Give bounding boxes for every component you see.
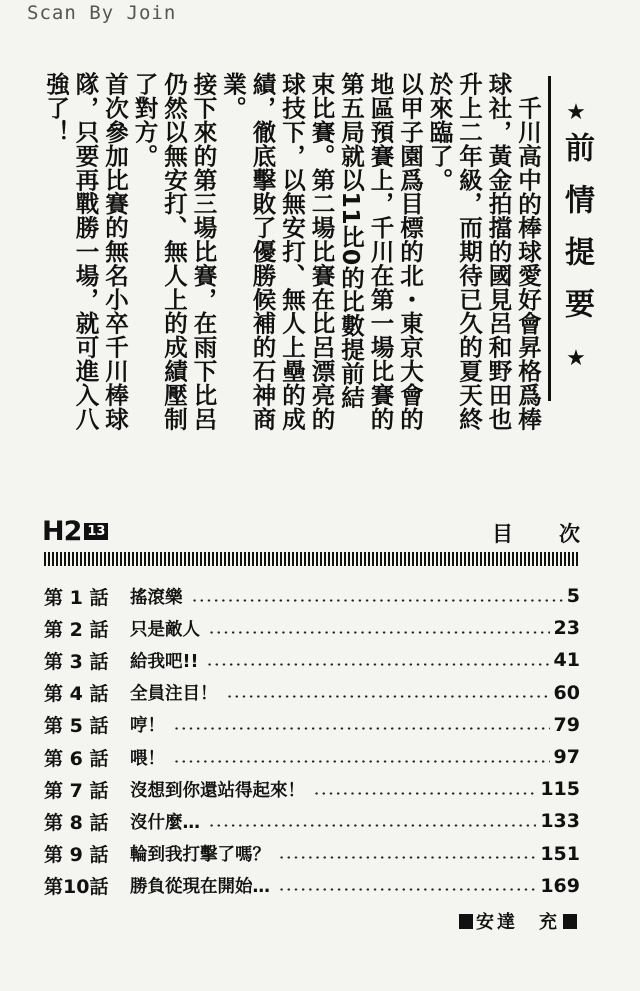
- summary-heading: [548, 76, 601, 401]
- contents-header: [42, 516, 626, 550]
- chapter-page: 97: [553, 746, 580, 769]
- author-credit: [456, 908, 580, 934]
- chapter-title: 全員注目！: [130, 684, 218, 705]
- summary-paragraph: 以甲子園爲目標的北・東京大會的地區預賽上，千川在第一場比賽的第五局就以11比0的比數提前結束比賽。第二場比賽在比呂漂亮的球技下，以無安打、無人上壘的成績，徹底擊敗了優勝候補的石神商業。: [219, 72, 424, 431]
- square-mark: [563, 914, 577, 929]
- chapter-page: 5: [566, 585, 580, 608]
- summary-title: 前情提要: [559, 132, 594, 340]
- chapter-page: 23: [553, 617, 580, 640]
- chapter-title: 輪到我打擊了嗎？: [130, 845, 270, 866]
- chapter-title: 只是敵人: [130, 619, 200, 640]
- leader-dots: [278, 856, 536, 859]
- leader-dots: [173, 727, 550, 730]
- leader-dots: [226, 695, 550, 698]
- chapter-number: 第 5 話: [44, 715, 109, 738]
- chapter-row: [44, 870, 580, 902]
- chapter-number: 第 3 話: [44, 650, 109, 673]
- chapter-number: 第 6 話: [44, 747, 109, 770]
- chapter-row: [44, 838, 580, 870]
- square-mark: [459, 914, 473, 929]
- leader-dots: [173, 760, 550, 763]
- summary-paragraph: 接下來的第三場比賽，在雨下比呂仍然以無安打、無人上的成績壓制了對方。: [130, 72, 218, 431]
- star-icon: ★: [566, 100, 586, 125]
- series-logo: H2 13: [42, 516, 108, 547]
- chapter-number: 第 2 話: [44, 618, 109, 641]
- summary-paragraph: 首次參加比賽的無名小卒千川棒球隊，只要再戰勝一場，就可進入八強了！: [42, 72, 129, 431]
- chapter-title: 沒什麼…: [130, 812, 200, 833]
- leader-dots: [208, 631, 550, 634]
- contents-title: 目次: [492, 522, 626, 546]
- author-name: 安達 充: [476, 912, 560, 933]
- chapter-page: 115: [540, 778, 580, 801]
- chapter-title: 給我吧!!: [130, 651, 199, 672]
- chapter-page: 169: [540, 874, 580, 897]
- chapter-row: [44, 741, 580, 773]
- chapter-title: 哼！: [130, 716, 165, 737]
- chapter-row: [44, 644, 580, 676]
- chapter-number: 第10話: [44, 876, 109, 899]
- star-icon: ★: [566, 346, 586, 371]
- chapter-page: 60: [553, 681, 580, 704]
- summary-text: [42, 72, 542, 432]
- leader-dots: [208, 824, 536, 827]
- chapter-number: 第 4 話: [44, 683, 109, 706]
- chapter-number: 第 1 話: [44, 586, 109, 609]
- volume-badge: 13: [84, 523, 108, 540]
- chapter-page: 133: [540, 810, 580, 833]
- chapter-row: [44, 612, 580, 644]
- chapter-number: 第 8 話: [44, 811, 109, 834]
- chapter-page: 41: [553, 649, 580, 672]
- chapter-row: [44, 709, 580, 741]
- chapter-number: 第 9 話: [44, 844, 109, 867]
- header-rule: [44, 552, 580, 566]
- chapter-number: 第 7 話: [44, 779, 109, 802]
- summary-paragraph: 千川高中的棒球愛好會昇格爲棒球社，黃金拍擋的國見呂和野田也升上二年級，而期待已久的夏天終於來臨了。: [425, 72, 542, 431]
- chapter-title: 搖滾樂: [130, 587, 183, 608]
- leader-dots: [313, 792, 536, 795]
- leader-dots: [278, 888, 536, 891]
- chapter-page: 79: [553, 713, 580, 736]
- chapter-row: [44, 677, 580, 709]
- chapter-row: [44, 580, 580, 612]
- leader-dots: [206, 663, 549, 666]
- scan-watermark: Scan By Join: [27, 2, 177, 24]
- chapter-row: [44, 773, 580, 805]
- chapter-page: 151: [540, 842, 580, 865]
- chapter-title: 沒想到你還站得起來！: [130, 780, 305, 801]
- chapter-list: [44, 580, 580, 902]
- chapter-row: [44, 805, 580, 837]
- chapter-title: 喂！: [130, 748, 165, 769]
- chapter-title: 勝負從現在開始…: [130, 877, 270, 898]
- leader-dots: [191, 599, 563, 602]
